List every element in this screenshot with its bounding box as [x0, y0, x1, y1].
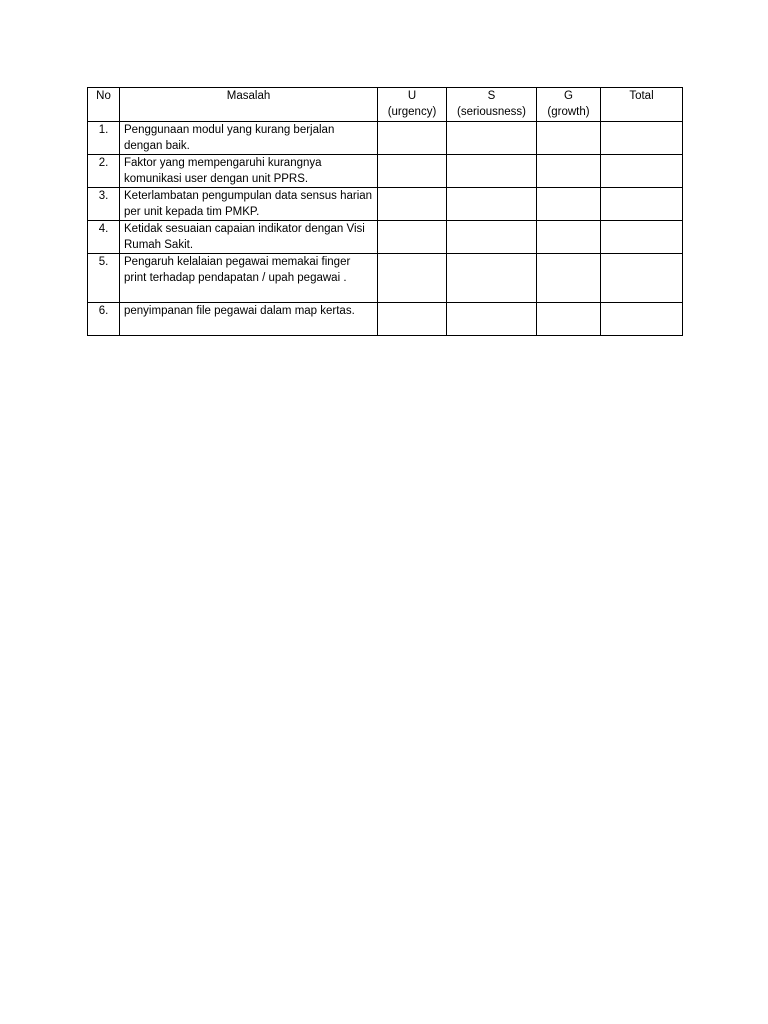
- table-row: [88, 221, 683, 254]
- row-problem: penyimpanan file pegawai dalam map kertas.: [120, 303, 378, 336]
- row-urgency-cell: [378, 155, 447, 188]
- header-growth: [537, 88, 601, 122]
- table-row: [88, 155, 683, 188]
- header-urgency-letter: U: [407, 90, 417, 102]
- row-problem: Ketidak sesuaian capaian indikator dengan Visi Rumah Sakit.: [120, 221, 378, 254]
- table-row: [88, 254, 683, 303]
- usg-priority-table: [87, 87, 683, 336]
- table-row: [88, 188, 683, 221]
- row-problem: Pengaruh kelalaian pegawai memakai finger print terhadap pendapatan / upah pegawai .: [120, 254, 378, 303]
- row-seriousness-cell: [447, 221, 537, 254]
- row-growth-cell: [537, 188, 601, 221]
- row-problem: Keterlambatan pengumpulan data sensus harian per unit kepada tim PMKP.: [120, 188, 378, 221]
- row-seriousness-cell: [447, 303, 537, 336]
- row-urgency-cell: [378, 221, 447, 254]
- row-number: 1.: [88, 122, 120, 155]
- header-no: No: [88, 88, 120, 122]
- header-seriousness: [447, 88, 537, 122]
- row-problem: Faktor yang mempengaruhi kurangnya komunikasi user dengan unit PPRS.: [120, 155, 378, 188]
- row-number: 5.: [88, 254, 120, 303]
- row-growth-cell: [537, 221, 601, 254]
- row-growth-cell: [537, 155, 601, 188]
- header-total: Total: [601, 88, 683, 122]
- row-number: 2.: [88, 155, 120, 188]
- row-total-cell: [601, 122, 683, 155]
- row-growth-cell: [537, 303, 601, 336]
- header-growth-label: (growth): [547, 106, 590, 118]
- row-total-cell: [601, 221, 683, 254]
- row-seriousness-cell: [447, 155, 537, 188]
- header-seriousness-label: (seriousness): [456, 106, 527, 118]
- row-number: 3.: [88, 188, 120, 221]
- row-urgency-cell: [378, 188, 447, 221]
- header-urgency-label: (urgency): [387, 106, 437, 118]
- row-number: 4.: [88, 221, 120, 254]
- table-row: [88, 122, 683, 155]
- row-growth-cell: [537, 122, 601, 155]
- row-seriousness-cell: [447, 254, 537, 303]
- row-number: 6.: [88, 303, 120, 336]
- header-masalah: Masalah: [120, 88, 378, 122]
- row-total-cell: [601, 303, 683, 336]
- row-problem: Penggunaan modul yang kurang berjalan dengan baik.: [120, 122, 378, 155]
- table-header-row: [88, 88, 683, 122]
- row-total-cell: [601, 155, 683, 188]
- row-growth-cell: [537, 254, 601, 303]
- row-total-cell: [601, 254, 683, 303]
- header-seriousness-letter: S: [487, 90, 496, 102]
- row-urgency-cell: [378, 303, 447, 336]
- row-total-cell: [601, 188, 683, 221]
- table-row: [88, 303, 683, 336]
- header-growth-letter: G: [564, 90, 573, 102]
- header-urgency: [378, 88, 447, 122]
- row-urgency-cell: [378, 254, 447, 303]
- row-seriousness-cell: [447, 188, 537, 221]
- row-seriousness-cell: [447, 122, 537, 155]
- row-urgency-cell: [378, 122, 447, 155]
